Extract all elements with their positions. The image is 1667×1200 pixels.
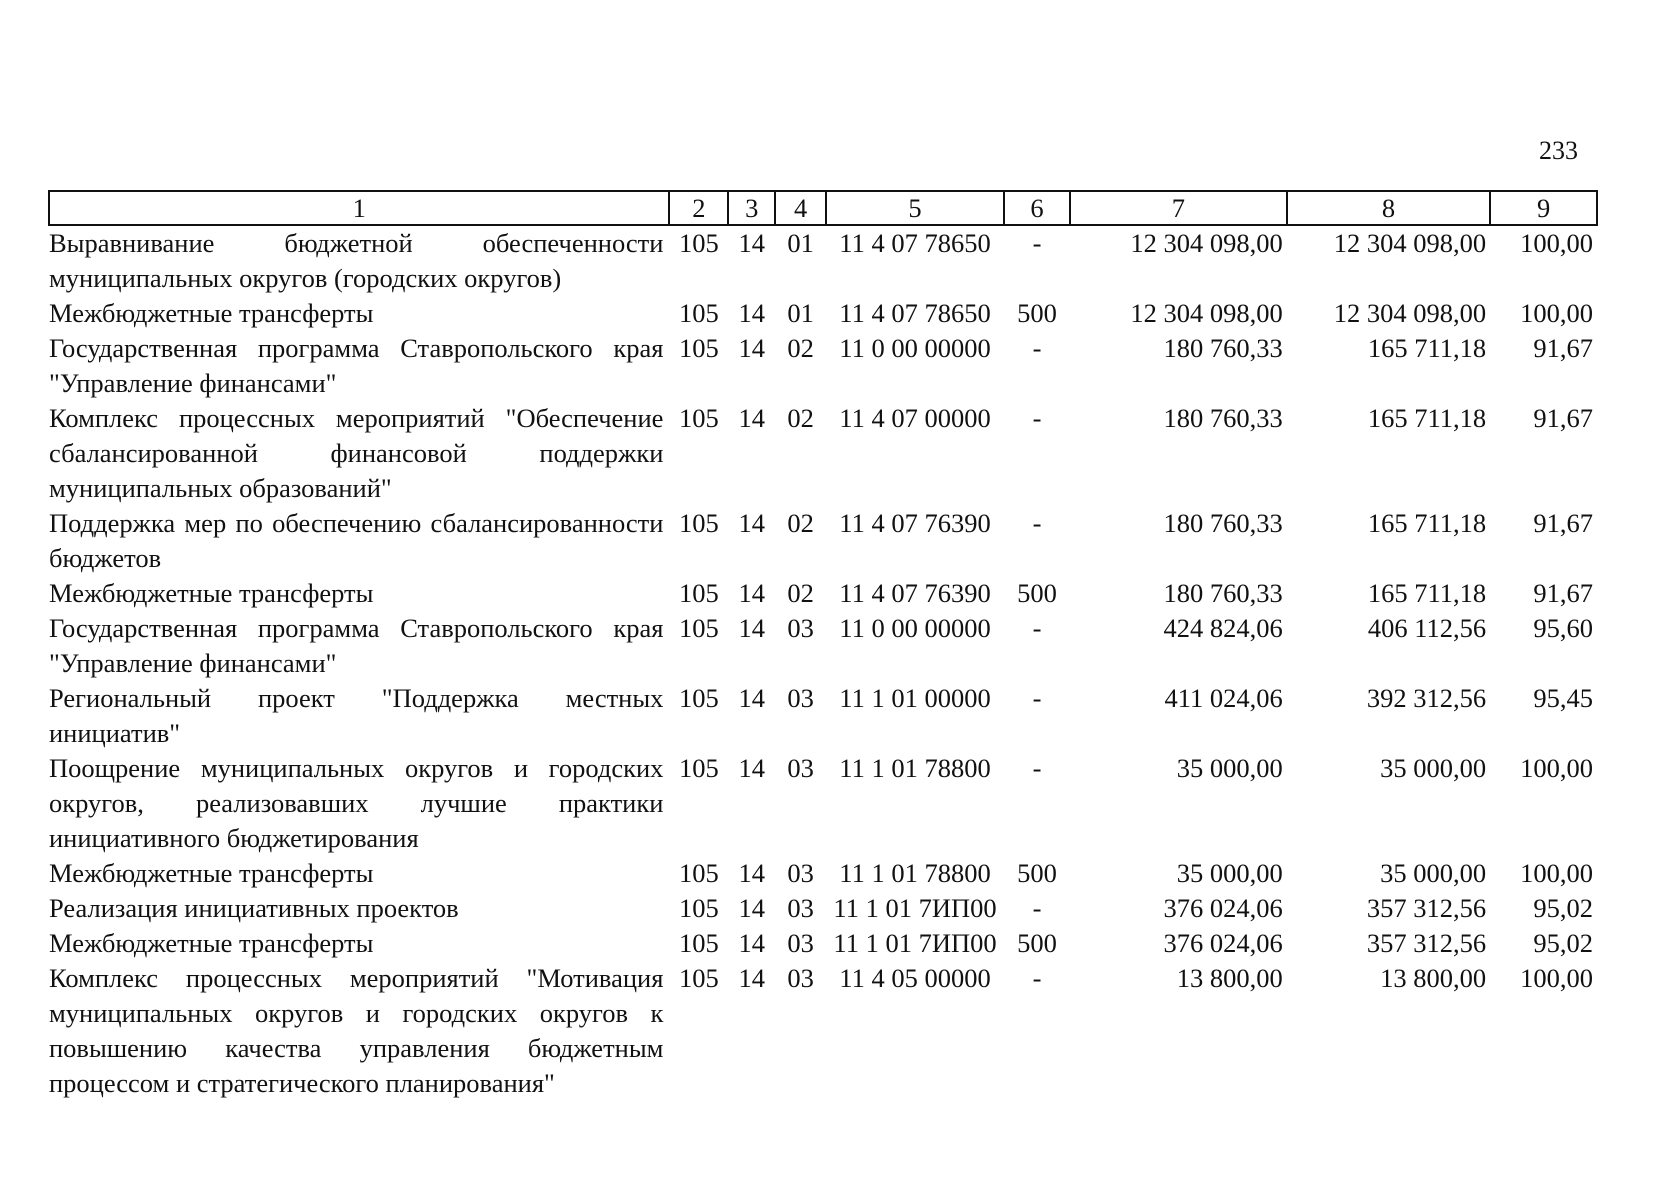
table-row [49,506,1597,576]
cell-col5: 11 1 01 7ИП00 [833,928,997,958]
cell-col9: 95,60 [1533,613,1593,643]
cell-col7: 180 760,33 [1163,508,1283,538]
cell-col3: 14 [738,858,766,888]
cell-col4: 03 [787,613,814,643]
cell-col8: 165 711,18 [1367,403,1487,433]
cell-col6: - [1032,403,1042,433]
cell-col2: 105 [679,928,719,958]
cell-col6: 500 [1017,858,1057,888]
table-row [49,891,1597,926]
cell-col4: 03 [787,858,814,888]
cell-col4: 02 [787,403,814,433]
cell-col6: 500 [1017,298,1057,328]
cell-col2: 105 [679,508,719,538]
cell-col8: 392 312,56 [1366,683,1487,713]
cell-col7: 12 304 098,00 [1130,298,1283,328]
cell-col9: 100,00 [1520,858,1593,888]
column-header: 8 [1287,191,1490,225]
cell-col6: - [1032,613,1042,643]
table-row [49,225,1597,296]
cell-col8: 357 312,56 [1366,893,1487,923]
column-header: 6 [1004,191,1070,225]
cell-col2: 105 [679,963,719,993]
row-name: Региональный проект "Поддержка местных инициатив" [49,683,664,748]
cell-col7: 35 000,00 [1176,753,1283,783]
cell-col3: 14 [738,683,766,713]
cell-col4: 03 [787,753,814,783]
cell-col3: 14 [738,333,766,363]
table-row [49,856,1597,891]
row-name: Межбюджетные трансферты [49,578,374,608]
cell-col9: 100,00 [1520,753,1593,783]
cell-col4: 02 [787,508,814,538]
column-header: 3 [728,191,775,225]
cell-col5: 11 4 07 76390 [839,578,991,608]
cell-col6: 500 [1017,578,1057,608]
table-row [49,576,1597,611]
cell-col9: 91,67 [1533,578,1593,608]
cell-col5: 11 1 01 7ИП00 [833,893,997,923]
cell-col8: 12 304 098,00 [1333,228,1487,258]
column-header: 2 [669,191,728,225]
cell-col7: 180 760,33 [1163,578,1283,608]
cell-col7: 13 800,00 [1176,963,1283,993]
cell-col3: 14 [738,893,766,923]
cell-col4: 01 [787,298,814,328]
cell-col7: 376 024,06 [1163,893,1283,923]
cell-col3: 14 [738,613,766,643]
cell-col2: 105 [679,403,719,433]
cell-col6: - [1032,753,1042,783]
cell-col9: 91,67 [1533,508,1593,538]
row-name: Выравнивание бюджетной обеспеченности муниципальных округов (городских округов) [49,228,664,293]
cell-col9: 95,45 [1533,683,1593,713]
cell-col2: 105 [679,683,719,713]
cell-col3: 14 [738,298,766,328]
cell-col3: 14 [738,508,766,538]
cell-col7: 376 024,06 [1163,928,1283,958]
row-name: Государственная программа Ставропольского края "Управление финансами" [49,333,664,398]
cell-col9: 100,00 [1520,298,1593,328]
cell-col6: - [1032,508,1042,538]
cell-col6: - [1032,333,1042,363]
column-header: 5 [826,191,1004,225]
cell-col5: 11 1 01 78800 [839,753,991,783]
cell-col5: 11 0 00 00000 [839,613,991,643]
column-header: 4 [775,191,826,225]
cell-col9: 91,67 [1533,333,1593,363]
row-name: Комплекс процессных мероприятий "Обеспечение сбалансированной финансовой поддержки муниципальных образований" [49,403,664,503]
cell-col8: 357 312,56 [1366,928,1487,958]
cell-col7: 35 000,00 [1176,858,1283,888]
cell-col3: 14 [738,403,766,433]
row-name: Межбюджетные трансферты [49,928,374,958]
table-row [49,681,1597,751]
budget-table [48,190,1598,1101]
cell-col6: - [1032,963,1042,993]
cell-col7: 180 760,33 [1163,333,1283,363]
cell-col3: 14 [738,963,766,993]
cell-col3: 14 [738,928,766,958]
table-row [49,331,1597,401]
cell-col8: 35 000,00 [1380,753,1487,783]
table-row [49,751,1597,856]
cell-col5: 11 4 07 78650 [839,298,991,328]
cell-col5: 11 0 00 00000 [839,333,991,363]
cell-col3: 14 [738,228,766,258]
row-name: Поддержка мер по обеспечению сбалансированности бюджетов [49,508,664,573]
cell-col4: 03 [787,893,814,923]
row-name: Поощрение муниципальных округов и городских округов, реализовавших лучшие практики инициативного бюджетирования [49,753,664,853]
cell-col5: 11 1 01 00000 [839,683,991,713]
cell-col4: 02 [787,333,814,363]
cell-col2: 105 [679,298,719,328]
row-name: Межбюджетные трансферты [49,298,374,328]
cell-col8: 35 000,00 [1380,858,1487,888]
row-name: Комплекс процессных мероприятий "Мотивация муниципальных округов и городских округов к повышению качества управления бюджетным процессом и стратегического планирования" [49,963,664,1098]
cell-col6: - [1032,228,1042,258]
cell-col5: 11 4 05 00000 [839,963,991,993]
cell-col4: 03 [787,683,814,713]
column-header: 7 [1070,191,1287,225]
cell-col8: 165 711,18 [1367,333,1487,363]
cell-col4: 03 [787,963,814,993]
cell-col6: - [1032,683,1042,713]
cell-col3: 14 [738,753,766,783]
cell-col9: 100,00 [1520,228,1593,258]
cell-col7: 12 304 098,00 [1130,228,1283,258]
table-row [49,611,1597,681]
cell-col9: 95,02 [1533,928,1593,958]
cell-col8: 13 800,00 [1380,963,1487,993]
cell-col2: 105 [679,753,719,783]
cell-col9: 100,00 [1520,963,1593,993]
cell-col8: 165 711,18 [1367,508,1487,538]
cell-col7: 424 824,06 [1163,613,1283,643]
cell-col2: 105 [679,613,719,643]
cell-col9: 95,02 [1533,893,1593,923]
cell-col7: 411 024,06 [1164,683,1283,713]
cell-col5: 11 1 01 78800 [839,858,991,888]
row-name: Реализация инициативных проектов [49,893,459,923]
cell-col3: 14 [738,578,766,608]
row-name: Межбюджетные трансферты [49,858,374,888]
table-row [49,926,1597,961]
cell-col8: 165 711,18 [1367,578,1487,608]
cell-col8: 406 112,56 [1367,613,1487,643]
cell-col2: 105 [679,333,719,363]
cell-col5: 11 4 07 78650 [839,228,991,258]
cell-col6: 500 [1017,928,1057,958]
column-header: 9 [1490,191,1597,225]
page-number: 233 [1539,136,1578,165]
row-name: Государственная программа Ставропольского края "Управление финансами" [49,613,664,678]
cell-col2: 105 [679,893,719,923]
cell-col7: 180 760,33 [1163,403,1283,433]
cell-col6: - [1032,893,1042,923]
table-row [49,401,1597,506]
column-header: 1 [49,191,669,225]
cell-col2: 105 [679,228,719,258]
table-row [49,961,1597,1101]
cell-col8: 12 304 098,00 [1333,298,1487,328]
table-row [49,296,1597,331]
cell-col2: 105 [679,578,719,608]
cell-col2: 105 [679,858,719,888]
cell-col4: 03 [787,928,814,958]
cell-col5: 11 4 07 00000 [839,403,991,433]
cell-col5: 11 4 07 76390 [839,508,991,538]
cell-col4: 01 [787,228,814,258]
table-header-row [49,191,1597,225]
cell-col4: 02 [787,578,814,608]
cell-col9: 91,67 [1533,403,1593,433]
